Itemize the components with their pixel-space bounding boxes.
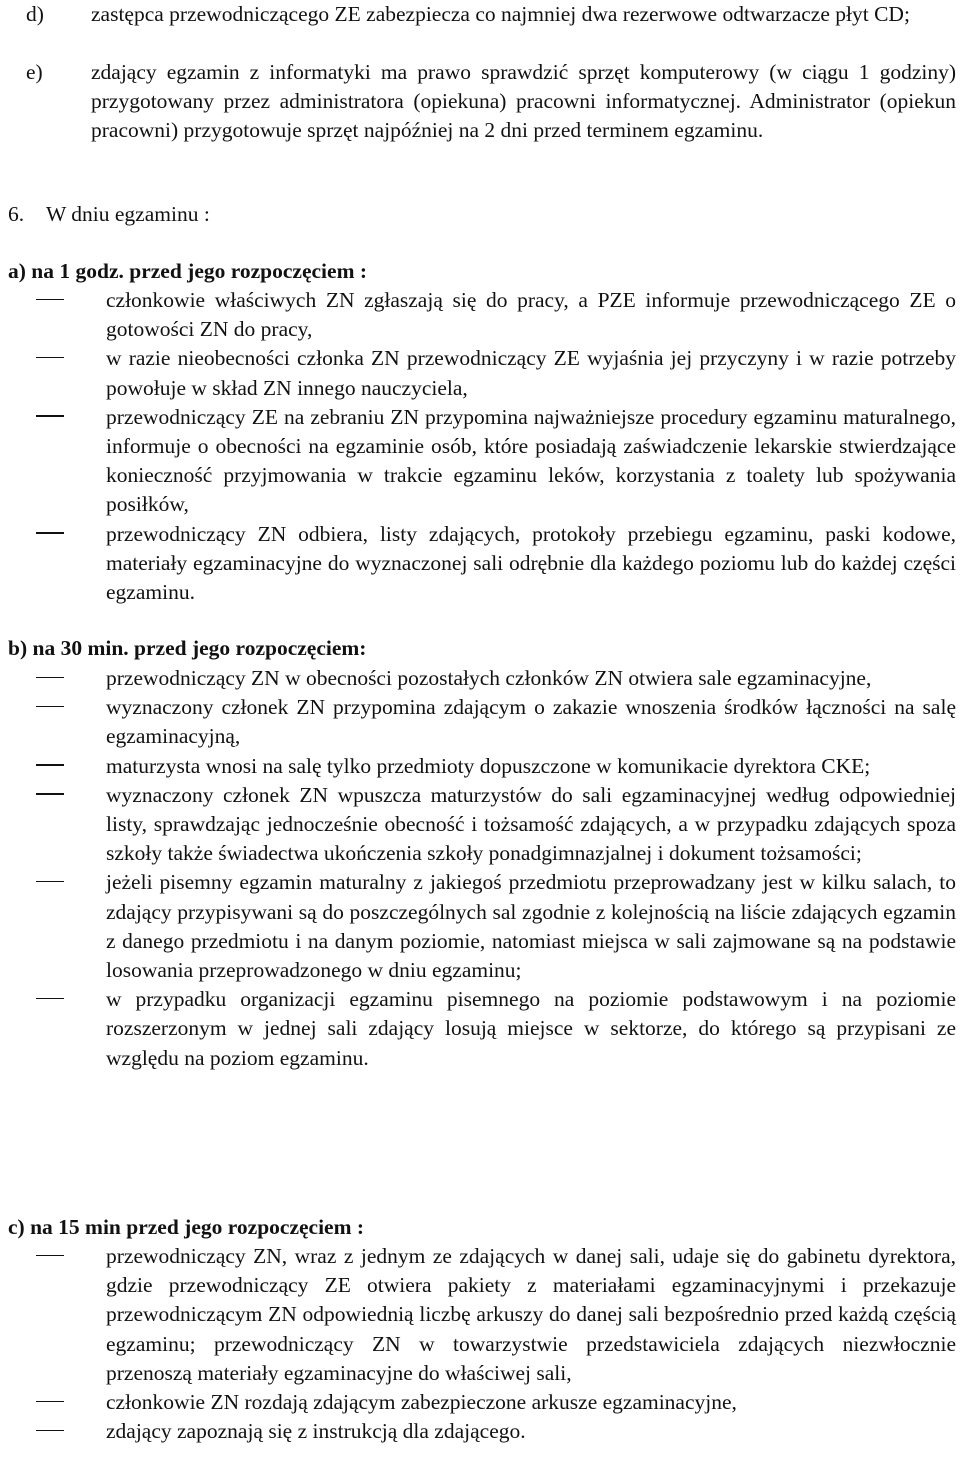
b-list: [0, 664, 960, 1073]
dash-item: [0, 664, 960, 693]
dash-icon: [36, 664, 66, 693]
dash-item: [0, 286, 960, 344]
dash-icon: [36, 752, 66, 781]
dash-icon: [36, 868, 66, 897]
dash-icon: [36, 781, 66, 810]
dash-icon: [36, 693, 66, 722]
dash-item: [0, 752, 960, 781]
dash-icon: [36, 1417, 66, 1446]
list-item-text: zastępca przewodniczącego ZE zabezpiecza co najmniej dwa rezerwowe odtwarzacze płyt CD;: [91, 2, 910, 26]
c-list: [0, 1242, 960, 1446]
dash-item: [0, 1388, 960, 1417]
dash-item: [0, 868, 960, 985]
item-text: wyznaczony członek ZN wpuszcza maturzystów do sali egzaminacyjnej według odpowiedniej listy, sprawdzając jednocześnie obecność i tożsamość zdających, a w przypadku zdających spoza szkoły także świadectwa ukończenia szkoły ponadgimnazjalnej i dokument tożsamości;: [106, 782, 956, 866]
subsection-heading: c) na 15 min przed jego rozpoczęciem :: [8, 1215, 365, 1239]
dash-item: [0, 693, 960, 751]
item-text: jeżeli pisemny egzamin maturalny z jakiegoś przedmiotu przeprowadzany jest w kilku salach, to zdający przypisywani są do poszczególnych sal zgodnie z kolejnością na liście zdających egzamin z danego przedmiotu i na danym poziomie, natomiast miejsca w sali zajmowane są na podstawie losowania przeprowadzonego w dniu egzaminu;: [106, 870, 956, 983]
dash-item: [0, 781, 960, 869]
list-item-text: zdający egzamin z informatyki ma prawo sprawdzić sprzęt komputerowy (w ciągu 1 godziny) przygotowany przez administratora (opiekuna) pracowni informatycznej. Administrator (opiekun pracowni) przygotowuje sprzęt najpóźniej na 2 dni przed terminem egzaminu.: [91, 60, 956, 143]
dash-icon: [36, 344, 66, 373]
item-text: maturzysta wnosi na salę tylko przedmioty dopuszczone w komunikacie dyrektora CKE;: [106, 753, 871, 778]
item-text: przewodniczący ZN, wraz z jednym ze zdających w danej sali, udaje się do gabinetu dyrektora, gdzie przewodniczący ZE otwiera pakiety z materiałami egzaminacyjnymi i przekazuje przewodniczącym ZN odpowiednią liczbę arkuszy do danej sali bezpośrednio przed każdą częścią egzaminu; przewodniczący ZN w towarzystwie przedstawiciela zdających niezwłocznie przenoszą materiały egzaminacyjne do właściwej sali,: [106, 1244, 956, 1385]
dash-item: [0, 403, 960, 520]
list-marker: d): [26, 2, 44, 26]
item-text: członkowie ZN rozdają zdającym zabezpieczone arkusze egzaminacyjne,: [106, 1390, 737, 1415]
dash-item: [0, 344, 960, 402]
dash-icon: [36, 520, 66, 549]
section-number: 6.: [8, 202, 25, 226]
item-text: wyznaczony członek ZN przypomina zdającym o zakazie wnoszenia środków łączności na salę egzaminacyjną,: [106, 695, 956, 749]
list-item-e: [0, 58, 960, 146]
item-text: członkowie właściwych ZN zgłaszają się do pracy, a PZE informuje przewodniczącego ZE o gotowości ZN do pracy,: [106, 288, 956, 342]
item-text: zdający zapoznają się z instrukcją dla zdającego.: [106, 1419, 526, 1444]
item-text: w razie nieobecności członka ZN przewodniczący ZE wyjaśnia jej przyczyny i w razie potrzeby powołuje w skład ZN innego nauczyciela,: [106, 346, 956, 400]
list-item-d: [0, 0, 960, 29]
subsection-heading: b) na 30 min. przed jego rozpoczęciem:: [8, 636, 367, 660]
list-marker: e): [26, 60, 43, 84]
item-text: przewodniczący ZN w obecności pozostałych członków ZN otwiera sale egzaminacyjne,: [106, 666, 872, 690]
item-text: w przypadku organizacji egzaminu pisemnego na poziomie podstawowym i na poziomie rozszerzonym w jednej sali zdający losują miejsce w sektorze, do którego są przypisani ze względu na poziom egzaminu.: [106, 987, 956, 1070]
dash-icon: [36, 286, 66, 315]
item-text: przewodniczący ZN odbiera, listy zdających, protokoły przebiegu egzaminu, paski kodowe, materiały egzaminacyjne do wyznaczonej sali odrębnie dla każdego poziomu lub do każdej części egzaminu.: [106, 521, 956, 605]
dash-item: [0, 1417, 960, 1446]
item-text: przewodniczący ZE na zebraniu ZN przypomina najważniejsze procedury egzaminu maturalnego, informuje o obecności na egzaminie osób, które posiadają zaświadczenie lekarskie stwierdzające konieczność przyjmowania w trakcie egzaminu leków, korzystania z toalety lub spożywania posiłków,: [106, 404, 956, 517]
dash-icon: [36, 403, 66, 432]
dash-icon: [36, 1242, 66, 1271]
section-title: W dniu egzaminu :: [46, 202, 210, 226]
dash-item: [0, 520, 960, 608]
a-list: [0, 286, 960, 607]
dash-item: [0, 985, 960, 1073]
dash-icon: [36, 985, 66, 1014]
subsection-heading: a) na 1 godz. przed jego rozpoczęciem :: [8, 259, 368, 283]
dash-item: [0, 1242, 960, 1388]
dash-icon: [36, 1388, 66, 1417]
